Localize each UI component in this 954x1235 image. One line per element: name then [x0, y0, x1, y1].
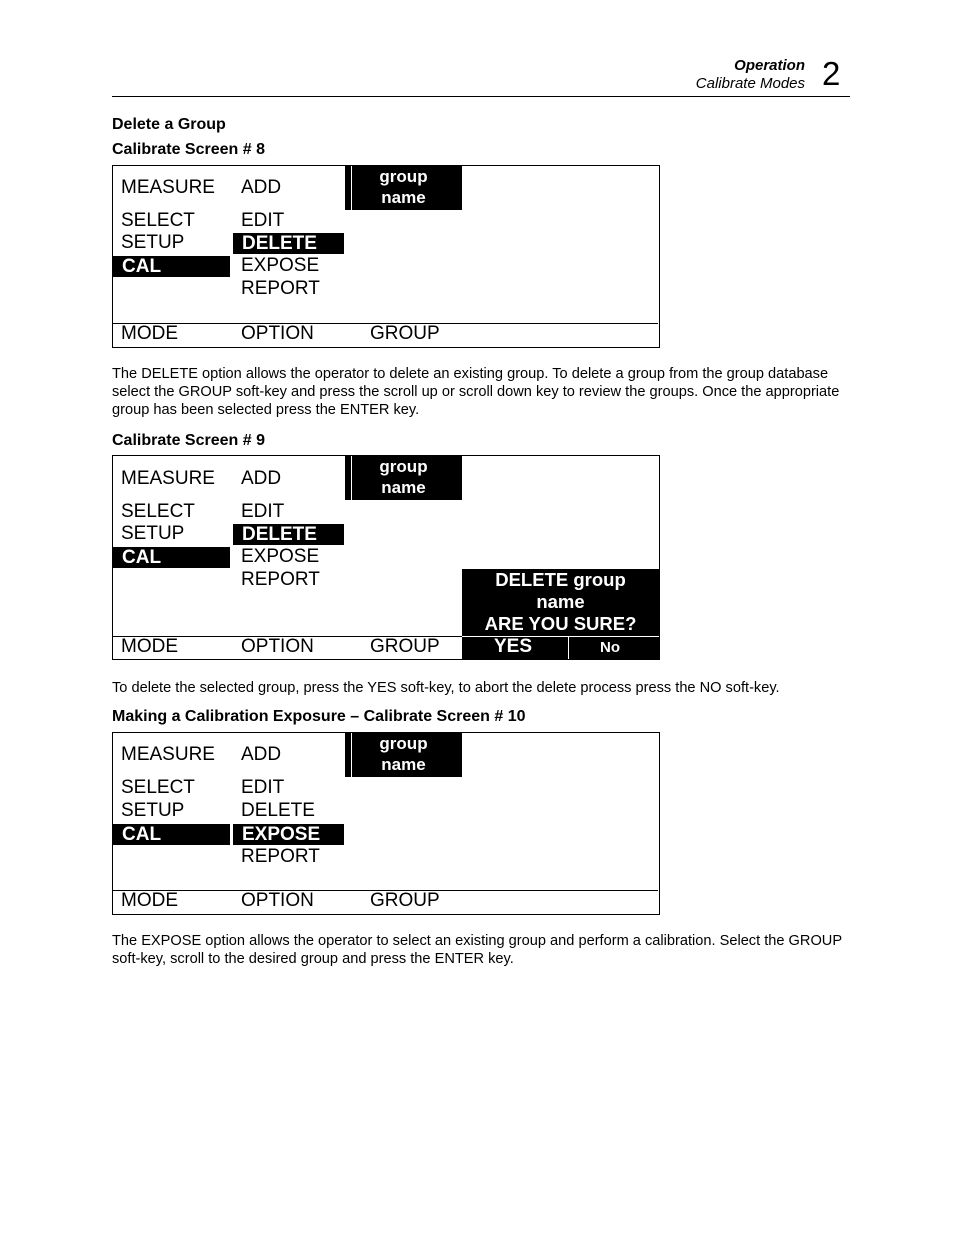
softkey-no[interactable]: No: [600, 639, 620, 656]
menu-measure[interactable]: MEASURE: [121, 744, 215, 765]
dialog-line-2: name: [536, 591, 585, 612]
option-edit[interactable]: EDIT: [241, 501, 285, 522]
group-name-box: group name: [345, 733, 462, 777]
softkey-option[interactable]: OPTION: [241, 890, 314, 911]
screen10-caption: Making a Calibration Exposure – Calibrate Screen # 10: [112, 708, 526, 725]
option-report[interactable]: REPORT: [241, 278, 320, 299]
menu-select[interactable]: SELECT: [121, 777, 195, 798]
section-title: Delete a Group: [112, 116, 226, 133]
header-subsection: Calibrate Modes: [695, 75, 805, 92]
softkey-option[interactable]: OPTION: [241, 636, 314, 657]
option-add[interactable]: ADD: [241, 177, 282, 198]
menu-measure[interactable]: MEASURE: [121, 177, 215, 198]
group-name-box: group name: [345, 166, 462, 210]
screen9-caption: Calibrate Screen # 9: [112, 432, 265, 449]
option-report[interactable]: REPORT: [241, 846, 320, 867]
softkey-option[interactable]: OPTION: [241, 323, 314, 344]
dialog-line-1: DELETE group: [495, 569, 626, 590]
group-name-box: group name: [345, 456, 462, 500]
header-section: Operation: [734, 57, 805, 74]
menu-measure[interactable]: MEASURE: [121, 468, 215, 489]
option-expose[interactable]: EXPOSE: [241, 546, 320, 567]
delete-confirm-dialog: [462, 569, 659, 659]
menu-cal-selected[interactable]: CAL: [113, 547, 230, 568]
screen8-caption: Calibrate Screen # 8: [112, 141, 265, 158]
menu-setup[interactable]: SETUP: [121, 800, 185, 821]
option-add[interactable]: ADD: [241, 468, 282, 489]
option-delete-selected[interactable]: DELETE: [233, 524, 344, 545]
calibrate-screen-10: [112, 732, 660, 915]
softkey-mode[interactable]: MODE: [121, 323, 178, 344]
menu-cal-selected[interactable]: CAL: [113, 256, 230, 277]
softkey-mode[interactable]: MODE: [121, 890, 178, 911]
menu-select[interactable]: SELECT: [121, 501, 195, 522]
dialog-line-3: ARE YOU SURE?: [484, 613, 637, 634]
option-edit[interactable]: EDIT: [241, 777, 285, 798]
paragraph-expose-option: The EXPOSE option allows the operator to select an existing group and perform a calibration. Select the GROUP soft-key, scroll to the desired group and press the ENTER key.: [112, 933, 842, 967]
dialog-softkey-rule: [462, 636, 659, 637]
softkey-group[interactable]: GROUP: [370, 323, 440, 344]
softkey-yes[interactable]: YES: [494, 636, 533, 657]
paragraph-yes-no: To delete the selected group, press the YES soft-key, to abort the delete process press the NO soft-key.: [112, 680, 780, 696]
option-expose[interactable]: EXPOSE: [241, 255, 320, 276]
chapter-number: 2: [822, 55, 841, 92]
softkey-mode[interactable]: MODE: [121, 636, 178, 657]
calibrate-screen-8: [112, 165, 660, 348]
menu-select[interactable]: SELECT: [121, 210, 195, 231]
option-add[interactable]: ADD: [241, 744, 282, 765]
softkey-group[interactable]: GROUP: [370, 636, 440, 657]
menu-cal-selected[interactable]: CAL: [113, 824, 230, 845]
softkey-separator: [568, 637, 569, 659]
option-delete[interactable]: DELETE: [241, 800, 315, 821]
header-rule: [112, 96, 850, 97]
menu-setup[interactable]: SETUP: [121, 232, 185, 253]
paragraph-delete-option: The DELETE option allows the operator to delete an existing group. To delete a group from the group database select the GROUP soft-key and press the scroll up or scroll down key to review the groups. Once the appropriate group has been selected press the ENTER key.: [112, 366, 840, 418]
calibrate-screen-9: [112, 455, 660, 660]
option-expose-selected[interactable]: EXPOSE: [233, 824, 344, 845]
menu-setup[interactable]: SETUP: [121, 523, 185, 544]
softkey-group[interactable]: GROUP: [370, 890, 440, 911]
option-delete-selected[interactable]: DELETE: [233, 233, 344, 254]
option-report[interactable]: REPORT: [241, 569, 320, 590]
option-edit[interactable]: EDIT: [241, 210, 285, 231]
